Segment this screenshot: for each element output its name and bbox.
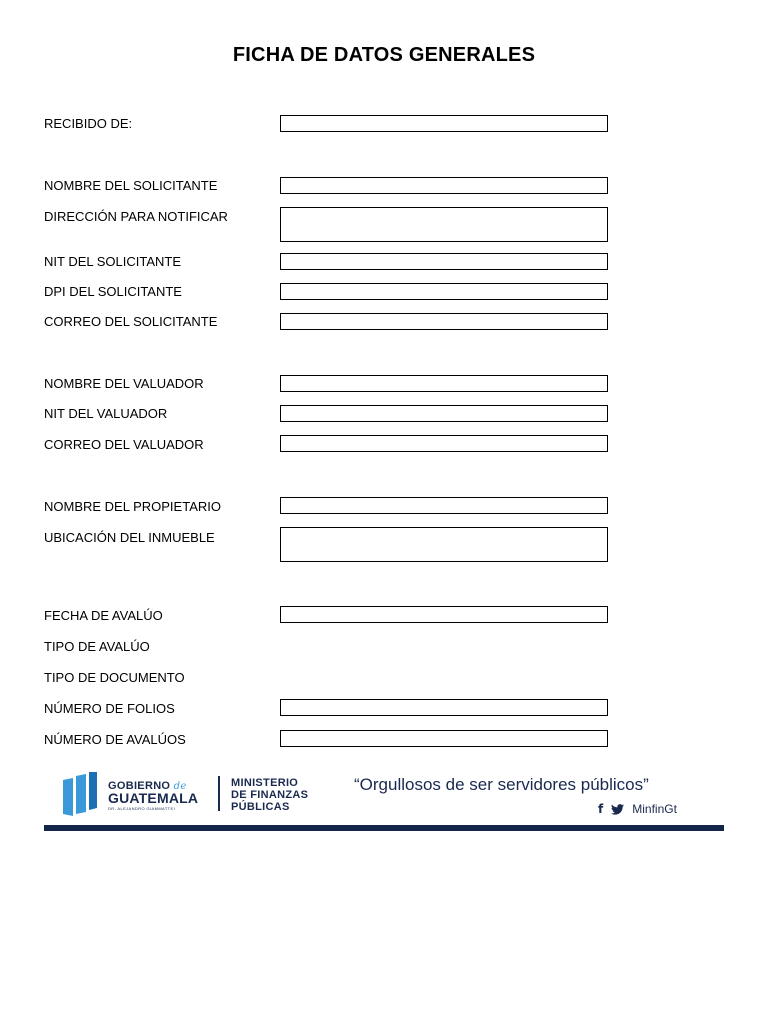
gov-line3: DR. ALEJANDRO GIAMMATTEI [108,806,176,811]
fecha-avaluo-field[interactable] [280,606,608,623]
footer-slogan: “Orgullosos de ser servidores públicos” [354,775,649,794]
label-dpi-solicitante: DPI DEL SOLICITANTE [44,284,182,299]
label-correo-valuador: CORREO DEL VALUADOR [44,437,204,452]
label-nombre-propietario: NOMBRE DEL PROPIETARIO [44,499,221,514]
direccion-notificar-field[interactable] [280,207,608,242]
label-recibido-de: RECIBIDO DE: [44,116,133,131]
social-links [598,802,677,816]
label-nombre-solicitante: NOMBRE DEL SOLICITANTE [44,178,218,193]
ministry-line3: PÚBLICAS [231,801,290,813]
gov-line1: GOBIERNO [108,780,171,792]
nombre-solicitante-field[interactable] [280,177,608,194]
label-ubicacion-inmueble: UBICACIÓN DEL INMUEBLE [44,530,215,545]
footer-divider [218,776,220,811]
recibido-de-field[interactable] [280,115,608,132]
gov-de: de [173,781,187,792]
label-fecha-avaluo: FECHA DE AVALÚO [44,608,163,623]
twitter-icon[interactable] [611,804,624,815]
footer-rule [44,825,724,831]
ministerio-finanzas-logo [231,777,308,813]
nit-solicitante-field[interactable] [280,253,608,270]
numero-avaluos-field[interactable] [280,730,608,747]
label-direccion-notificar: DIRECCIÓN PARA NOTIFICAR [44,209,228,224]
label-nit-valuador: NIT DEL VALUADOR [44,406,168,421]
label-numero-avaluos: NÚMERO DE AVALÚOS [44,732,186,747]
correo-valuador-field[interactable] [280,435,608,452]
page-title: FICHA DE DATOS GENERALES [232,44,536,66]
guatemala-flag-logo-icon [63,772,99,816]
label-nombre-valuador: NOMBRE DEL VALUADOR [44,376,204,391]
facebook-icon[interactable]: f [598,802,604,816]
ubicacion-inmueble-field[interactable] [280,527,608,562]
label-tipo-avaluo: TIPO DE AVALÚO [44,639,150,654]
label-nit-solicitante: NIT DEL SOLICITANTE [44,254,182,269]
numero-folios-field[interactable] [280,699,608,716]
nombre-valuador-field[interactable] [280,375,608,392]
dpi-solicitante-field[interactable] [280,283,608,300]
label-numero-folios: NÚMERO DE FOLIOS [44,701,175,716]
correo-solicitante-field[interactable] [280,313,608,330]
label-correo-solicitante: CORREO DEL SOLICITANTE [44,314,218,329]
nit-valuador-field[interactable] [280,405,608,422]
social-handle: MinfinGt [632,802,677,816]
label-tipo-documento: TIPO DE DOCUMENTO [44,670,185,685]
nombre-propietario-field[interactable] [280,497,608,514]
gobierno-guatemala-logo [108,780,198,811]
gov-line2: GUATEMALA [108,790,199,806]
ministry-line2: DE FINANZAS [231,789,309,801]
ministry-line1: MINISTERIO [231,777,299,789]
